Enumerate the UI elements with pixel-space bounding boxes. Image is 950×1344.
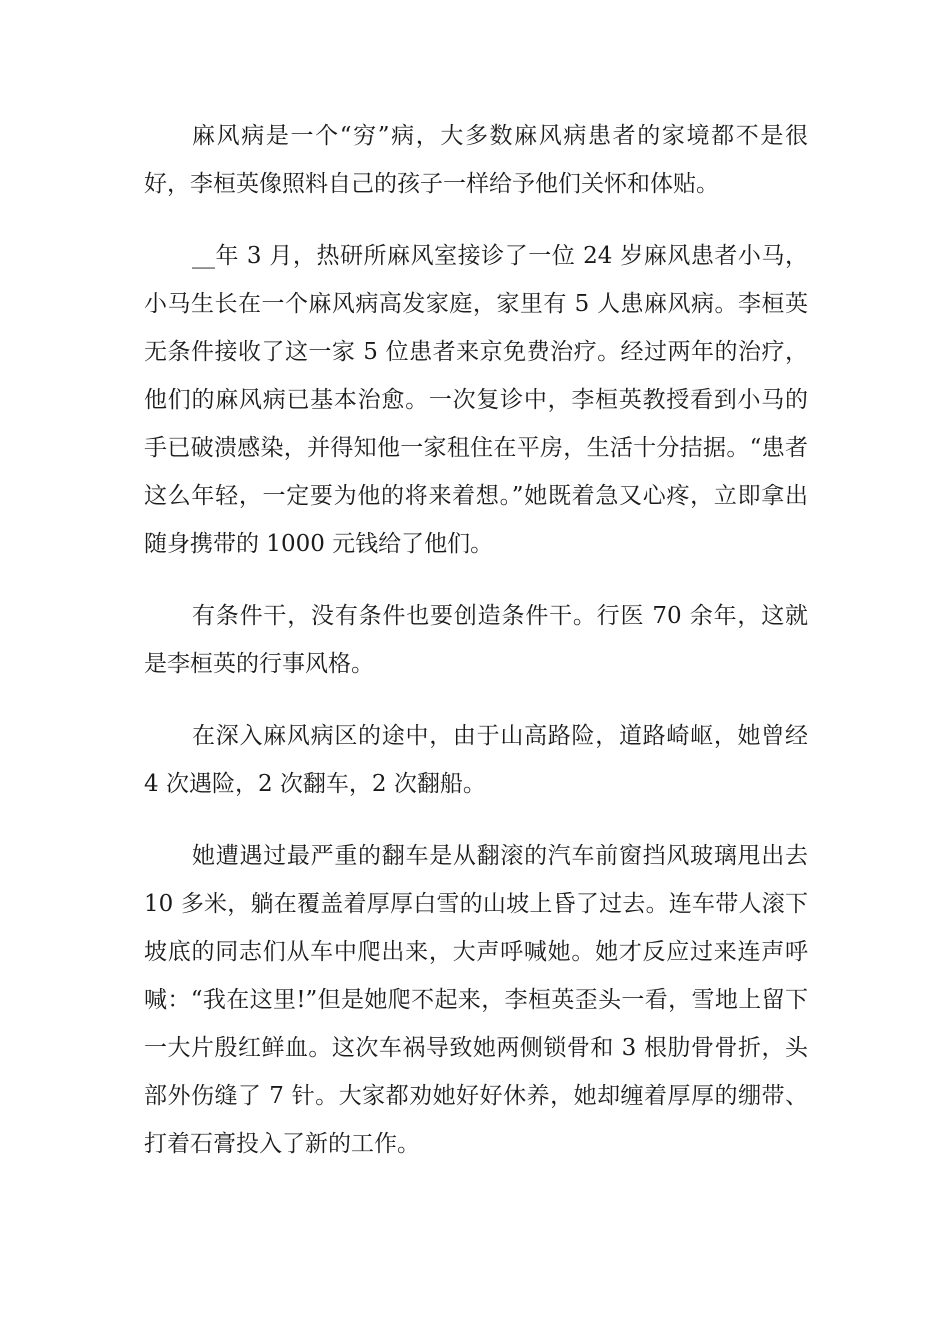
paragraph-3: 有条件干，没有条件也要创造条件干。行医 70 余年，这就是李桓英的行事风格。 — [144, 603, 808, 677]
paragraph-2: __年 3 月，热研所麻风室接诊了一位 24 岁麻风患者小马，小马生长在一个麻风病高发家庭，家里有 5 人患麻风病。李桓英无条件接收了这一家 5 位患者来京免费治疗。经过两年的治疗，他们的麻风病已基本治愈。一次复诊中，李桓英教授看到小马的手已破溃感染，并得知他一家租住在平房，生活十分拮据。“患者这么年轻，一定要为他的将来着想。”她既着急又心疼，立即拿出随身携带的 1000 元钱给了他们。 — [144, 243, 808, 557]
paragraph-4: 在深入麻风病区的途中，由于山高路险，道路崎岖，她曾经 4 次遇险，2 次翻车，2 次翻船。 — [144, 723, 808, 797]
document-body — [144, 112, 808, 1192]
paragraph-1: 麻风病是一个“穷”病，大多数麻风病患者的家境都不是很好，李桓英像照料自己的孩子一样给予他们关怀和体贴。 — [144, 123, 808, 197]
paragraph-5: 她遭遇过最严重的翻车是从翻滚的汽车前窗挡风玻璃甩出去 10 多米，躺在覆盖着厚厚白雪的山坡上昏了过去。连车带人滚下坡底的同志们从车中爬出来，大声呼喊她。她才反应过来连声呼喊：“我在这里!”但是她爬不起来，李桓英歪头一看，雪地上留下一大片殷红鲜血。这次车祸导致她两侧锁骨和 3 根肋骨骨折，头部外伤缝了 7 针。大家都劝她好好休养，她却缠着厚厚的绷带、打着石膏投入了新的工作。 — [144, 843, 808, 1157]
